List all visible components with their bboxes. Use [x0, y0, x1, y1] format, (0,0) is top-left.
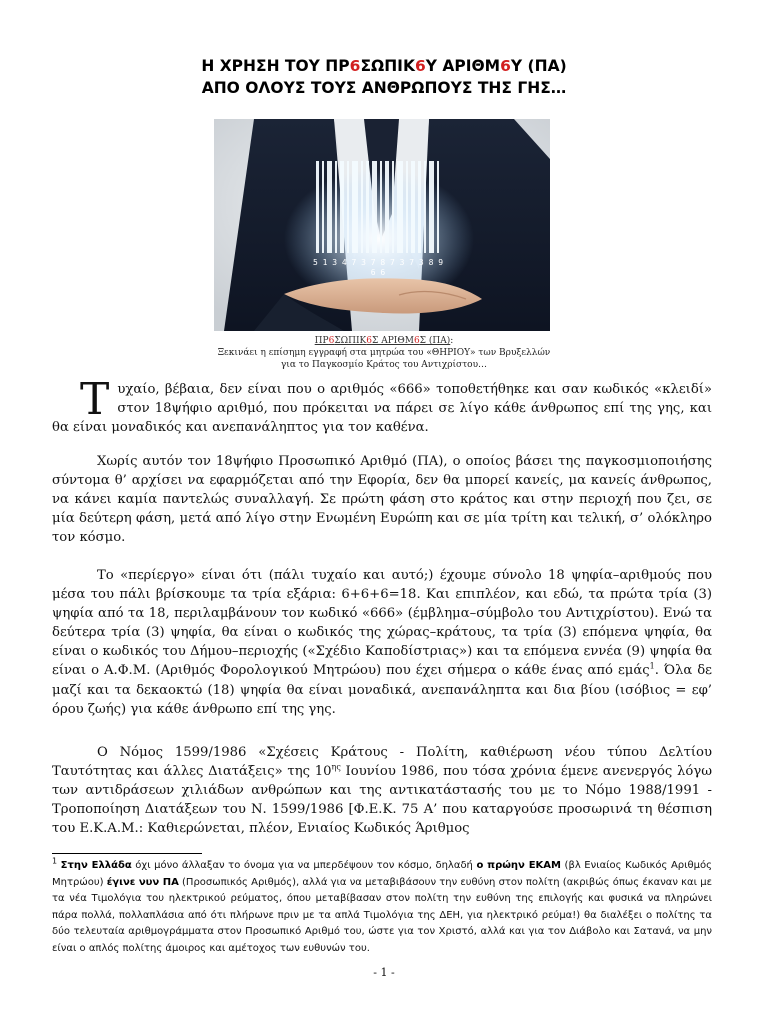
figure-caption-line-3: για το Παγκοσμίο Κράτος του Αντιχρίστου…	[280, 360, 488, 370]
footnote-1: $^1$ Στην Ελλάδα όχι μόνο άλλαξαν το όνομα για να μπερδέψουν τον κόσμο, δηλαδή ο πρώην ΕΚΑΜ (βλ Ενιαίος Κωδικός Αριθμός Μητρώου) έγινε νυν ΠΑ (Προσωπικός Αριθμός), αλλά για να μεταβιβάσουν την ευθύνη στον πολίτη (ακριβώς όπως έκαναν και με τα νέα Τιμολόγια του ηλεκτρικού ρεύματος, όπου μεταβίβασαν στον πολίτη την ευθύνη της επιλογής και φυσικά να πληρώνει πάρα πολλά, πολλαπλάσια από ότι πλήρωνε πριν με τα απλά Τιμολόγια της ΔΕΗ, για ηλεκτρικό ρεύμα!) θα διαλέξει ο πολίτης τα δύο τελευταία αριθμογράμματα στον Προσωπικό Αριθμό του, ώστε για τον Χριστό, αλλά και για τον Διάβολο και Σατανά, να μην είναι ο απλός πολίτης άμοιρος και αμέτοχος των ευθυνών του.	[52, 856, 712, 954]
paragraph-1: Τυχαίο, βέβαια, δεν είναι που ο αριθμός «666» τοποθετήθηκε και σαν κωδικός «κλειδί» στον 18ψήφιο αριθμό, που πρόκειται να πάρει σε λίγο κάθε άνθρωπος επί της γης, και θα είναι μοναδικός και ανεπανάληπτος για τον καθένα.	[52, 374, 712, 436]
footnote-number: 1	[52, 856, 58, 866]
barcode-hand-photo	[214, 119, 550, 331]
footnote-divider	[52, 853, 202, 854]
page-title-line-2: ΑΠΟ ΟΛΟΥΣ ΤΟΥΣ ΑΝΘΡΩΠΟΥΣ ΤΗΣ ΓΗΣ…	[201, 79, 567, 97]
barcode-digits: 5 1 3 4 7 3 7 8 7 3 7 3 8 9	[312, 258, 444, 267]
drop-cap: Τ	[80, 374, 110, 425]
paragraph-4: Ο Νόμος 1599/1986 «Σχέσεις Κράτους - Πολίτη, καθιέρωση νέου τύπου Δελτίου Ταυτότητας και άλλες Διατάξεις» της $10^{\eta\varsigma}$ Ιουνίου 1986, που τόσα χρόνια έμενε ανενεργός λόγω των αντιδράσεων χιλιάδων ανθρώπων και της αντικατάστασής του με το Νόμο 1988/1991 - Τροποποίηση Διατάξεων του Ν. 1599/1986 [Φ.Ε.Κ. 75 Α’ που καταργούσε προσωρινά τη θέσπιση του Ε.Κ.Α.Μ.: Καθιερώνεται, πλέον, Ενιαίος Κωδικός Άριθμος	[52, 745, 712, 837]
barcode-sixes: 6 6	[370, 268, 386, 277]
page-number: - 1 -	[373, 966, 395, 979]
paragraph-2: Χωρίς αυτόν τον 18ψήφιο Προσωπικό Αριθμό (ΠΑ), ο οποίος βάσει της παγκοσμιοποιήσης σύντομα θ’ αρχίσει να εφαρμόζεται από την Εφορία, δεν θα μπορεί κανείς, μα κανείς άνθρωπος, να κάνει καμία παντελώς συναλλαγή. Σε πρώτη φάση στο κράτος και στην περιοχή που ζει, σε μία δεύτερη φάση, μετά από λίγο στην Ενωμένη Ευρώπη και σε μία τρίτη και τελική, σ’ ολόκληρο τον κόσμο.	[52, 454, 712, 546]
paragraph-3: Το «περίεργο» είναι ότι (πάλι τυχαίο και αυτό;) έχουμε σύνολο 18 ψηφία–αριθμούς που μέσα του πάλι βρίσκουμε τα τρία εξάρια: 6+6+6=18. Και επιπλέον, και εδώ, τα πρώτα τρία (3) ψηφία από τα 18, περιλαμβάνουν τον κωδικό «666» (έμβλημα–σύμβολο του Αντιχρίστου). Ενώ τα δεύτερα τρία (3) ψηφία, θα είναι ο κωδικός της χώρας–κράτους, τα τρία (3) επόμενα ψηφία, θα είναι ο κωδικός του Δήμου–περιοχής («Σχέδιο Καποδίστριας») και τα επόμενα εννέα (9) ψηφία θα είναι ο Α.Φ.Μ. (Αριθμός Φορολογικού Μητρώου) που έχει σήμερα ο κάθε ένας από εμάς$^1$. Όλα δε μαζί και τα δεκαοκτώ (18) ψηφία θα είναι μοναδικά, ανεπανάληπτα και δια βίου (ισόβιος = εφ’ όρου ζωής) για κάθε άνθρωπο επί της γης.	[52, 568, 712, 717]
figure-caption-line-2: Ξεκινάει η επίσημη εγγραφή στα μητρώα του «ΘΗΡΙΟΥ» των Βρυξελλών	[217, 348, 551, 358]
barcode-hand-illustration	[214, 119, 550, 331]
figure-caption-title: ΠΡ6ΣΩΠΙΚ6Σ ΑΡΙΘΜ6Σ (ΠΑ):	[314, 336, 454, 346]
footnote-ref[interactable]: 1	[649, 662, 655, 672]
page-title-line-1: Η ΧΡΗΣΗ ΤΟΥ ΠΡ6ΣΩΠΙΚ6Υ ΑΡΙΘΜ6Υ (ΠΑ)	[201, 57, 567, 75]
